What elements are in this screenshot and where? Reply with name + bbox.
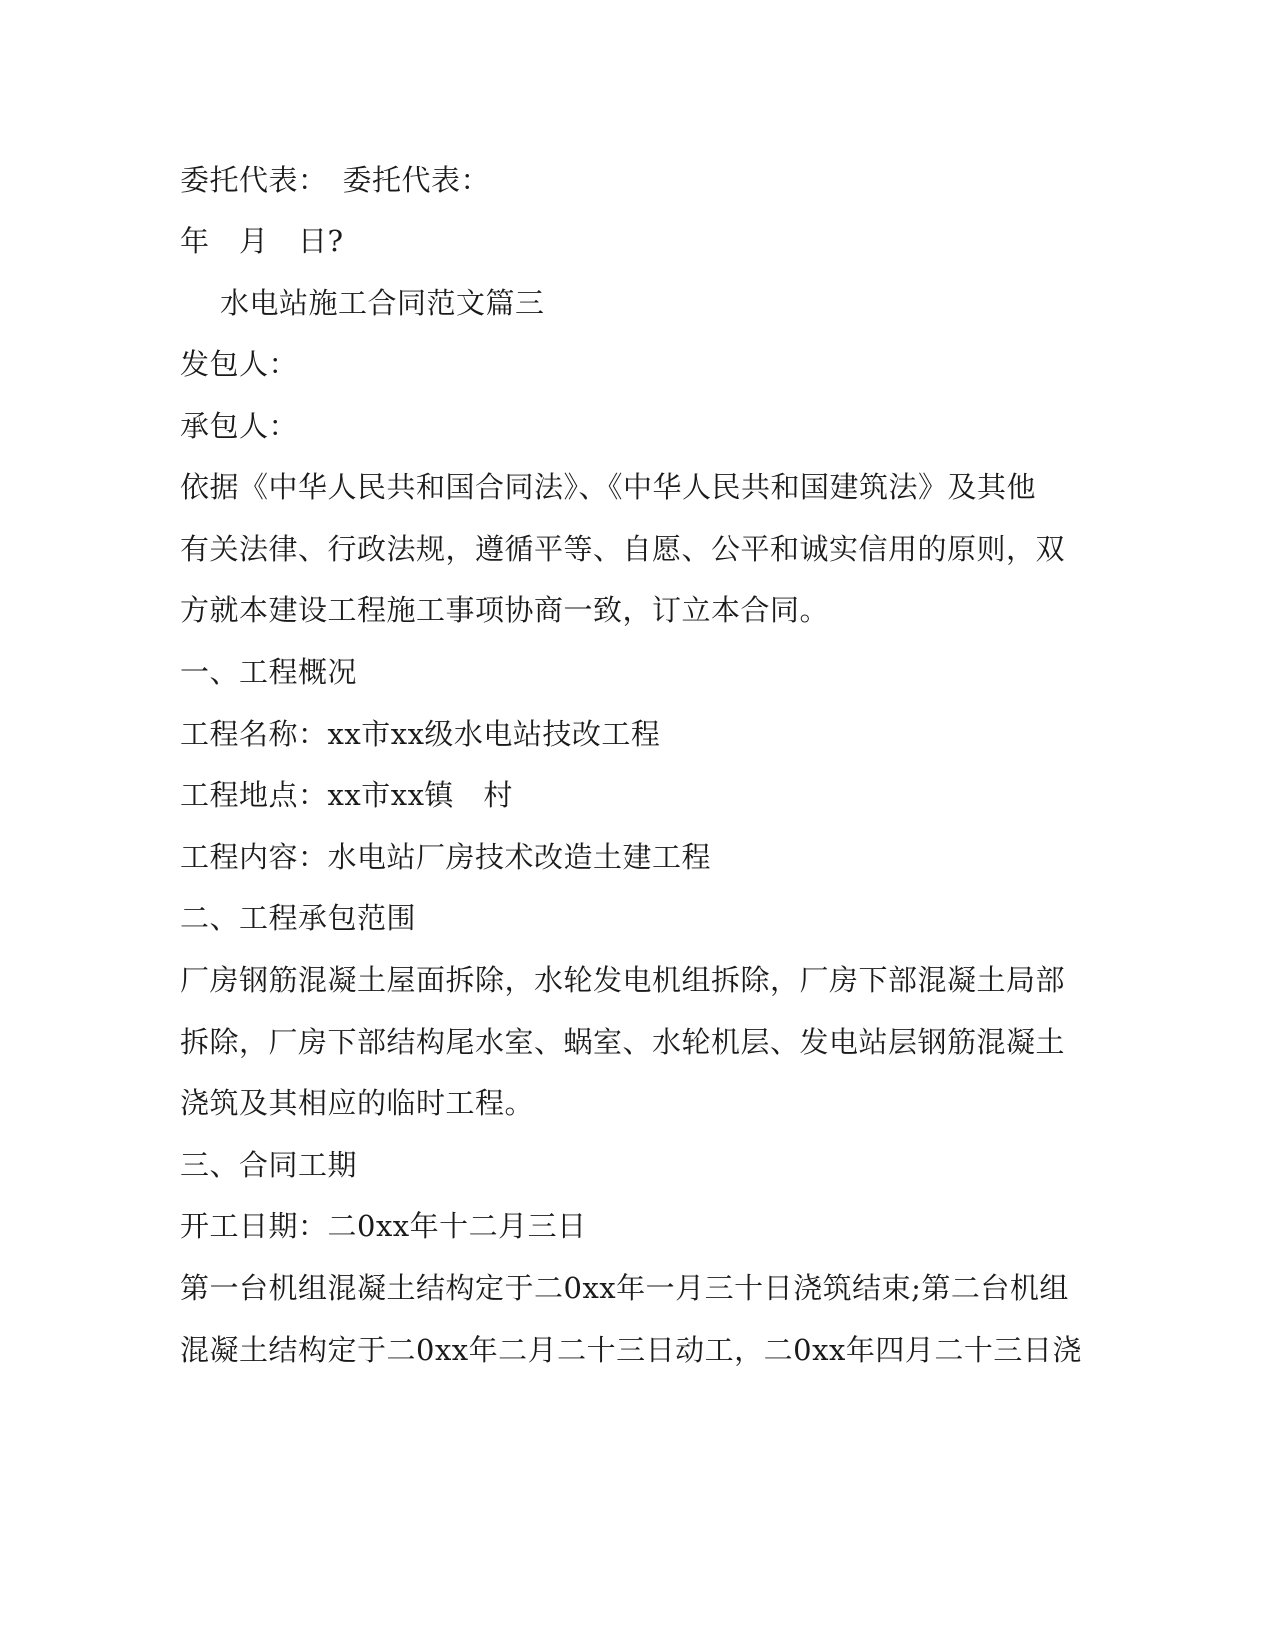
paragraph-line: 方就本建设工程施工事项协商一致，订立本合同。	[180, 593, 830, 627]
paragraph-line: 厂房钢筋混凝土屋面拆除，水轮发电机组拆除，厂房下部混凝土局部	[180, 963, 1066, 997]
paragraph-line: 拆除，厂房下部结构尾水室、蜗室、水轮机层、发电站层钢筋混凝土	[180, 1025, 1066, 1059]
delegate-line: 委托代表： 委托代表：	[180, 163, 491, 197]
employer-line: 发包人：	[180, 347, 299, 381]
paragraph-line: 有关法律、行政法规，遵循平等、自愿、公平和诚实信用的原则，双	[180, 532, 1066, 566]
section-title: 水电站施工合同范文篇三	[220, 286, 545, 320]
project-name-line: 工程名称：xx市xx级水电站技改工程	[180, 717, 661, 751]
heading-scope: 二、工程承包范围	[180, 901, 417, 935]
project-content-line: 工程内容：水电站厂房技术改造土建工程	[180, 840, 712, 874]
start-date-line: 开工日期：二0xx年十二月三日	[180, 1209, 587, 1243]
paragraph-line: 第一台机组混凝土结构定于二0xx年一月三十日浇筑结束;第二台机组	[180, 1271, 1069, 1305]
heading-period: 三、合同工期	[180, 1148, 358, 1182]
heading-overview: 一、工程概况	[180, 655, 358, 689]
project-location-line: 工程地点：xx市xx镇 村	[180, 778, 513, 812]
paragraph-line: 依据《中华人民共和国合同法》、《中华人民共和国建筑法》及其他	[180, 470, 1037, 504]
date-line: 年 月 日?	[180, 224, 344, 258]
paragraph-line: 浇筑及其相应的临时工程。	[180, 1086, 535, 1120]
contractor-line: 承包人：	[180, 409, 299, 443]
paragraph-line: 混凝土结构定于二0xx年二月二十三日动工，二0xx年四月二十三日浇	[180, 1333, 1082, 1367]
